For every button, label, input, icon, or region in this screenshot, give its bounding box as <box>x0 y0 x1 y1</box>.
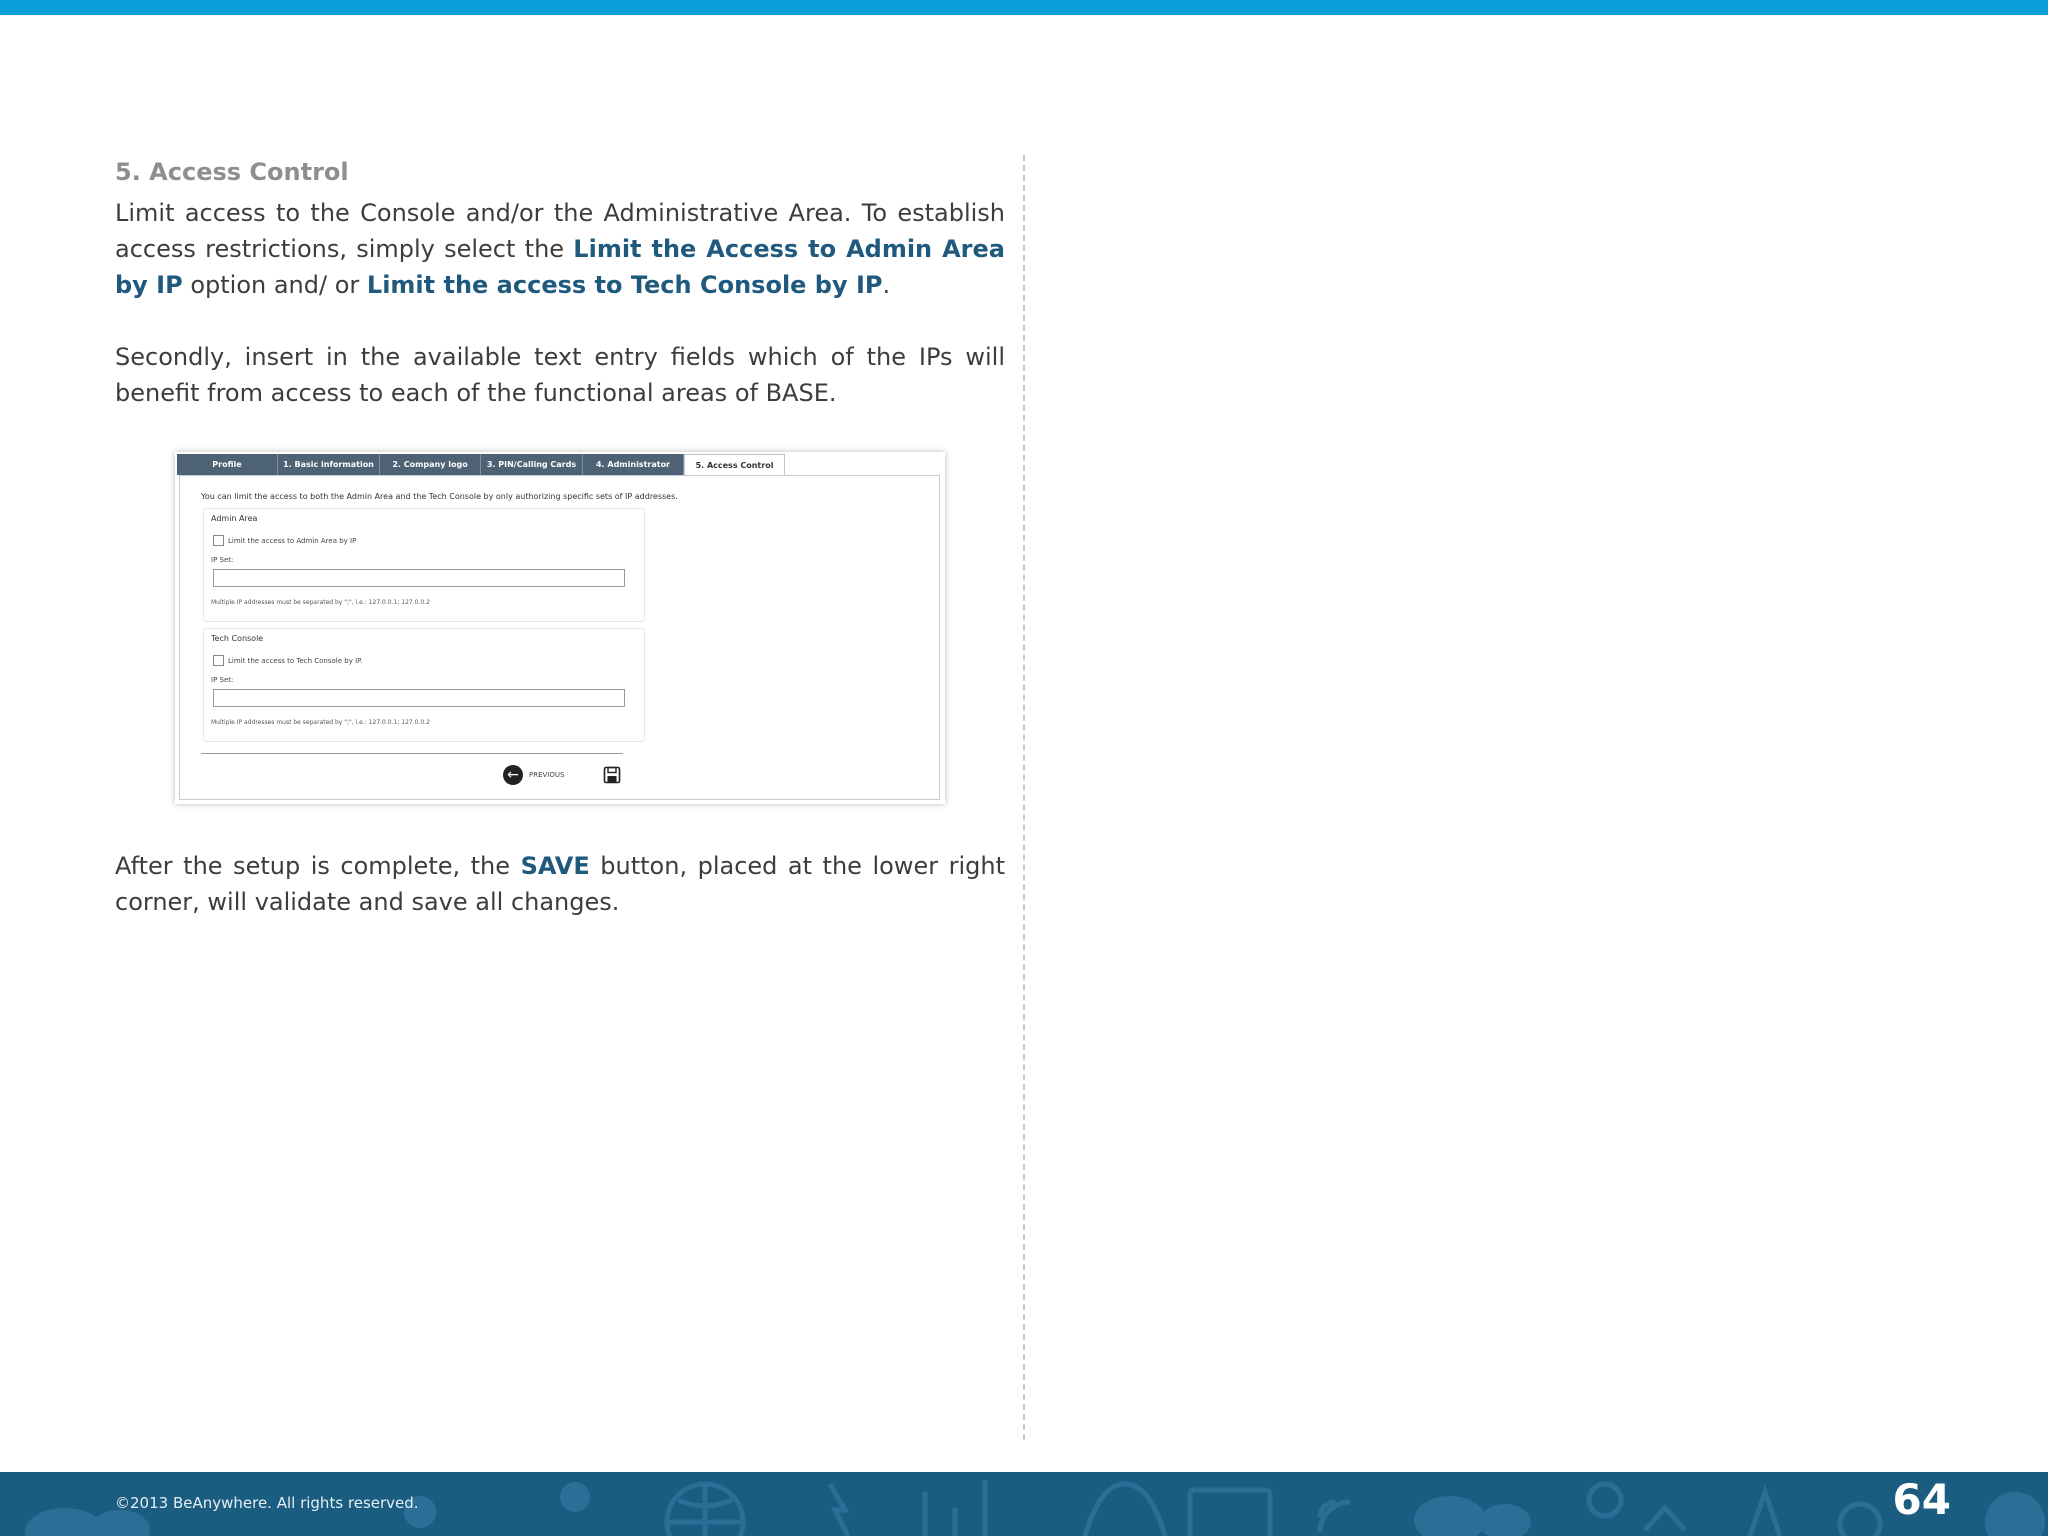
page-number: 64 <box>1892 1475 1951 1524</box>
save-icon[interactable] <box>603 766 621 784</box>
tab-profile[interactable]: Profile <box>177 454 278 475</box>
tech-limit-label: Limit the access to Tech Console by IP. <box>228 656 363 665</box>
section-title: 5. Access Control <box>115 158 349 186</box>
main-content <box>115 155 1005 411</box>
admin-area-title: Admin Area <box>211 514 258 523</box>
closing-content <box>115 848 1005 920</box>
tab-pin-calling-cards[interactable]: 3. PIN/Calling Cards <box>481 454 583 475</box>
previous-label: PREVIOUS <box>529 771 565 779</box>
admin-ip-set-label: IP Set: <box>211 556 234 564</box>
copyright-text: ©2013 BeAnywhere. All rights reserved. <box>115 1494 419 1512</box>
paragraph-intro <box>115 195 1005 303</box>
tab-basic-information[interactable]: 1. Basic information <box>278 454 380 475</box>
text-run: button, placed at the lower right corner, will validate and save all changes. <box>115 852 1005 916</box>
column-divider <box>1023 155 1025 1440</box>
paragraph-save <box>115 848 1005 920</box>
top-accent-bar <box>0 0 2048 15</box>
tab-administrator[interactable]: 4. Administrator <box>583 454 684 475</box>
paragraph-secondly: Secondly, insert in the available text entry fields which of the IPs will benefit from access to each of the functional areas of BASE. <box>115 343 1005 407</box>
text-run: Limit access to the Console and/or the Administrative Area. To establish access restrictions, simply select the <box>115 199 1005 263</box>
admin-limit-label: Limit the access to Admin Area by IP <box>228 536 357 545</box>
embedded-screenshot <box>175 452 945 804</box>
highlight-admin-option: Limit the Access to Admin Area by IP <box>115 235 1005 299</box>
admin-limit-checkbox-row[interactable] <box>213 535 356 546</box>
actions-divider <box>201 753 623 754</box>
text-run: . <box>882 271 891 299</box>
admin-ip-hint: Multiple IP addresses must be separated by ";", i.e.: 127.0.0.1; 127.0.0.2 <box>211 599 430 606</box>
access-intro-text: You can limit the access to both the Admin Area and the Tech Console by only authorizing specific sets of IP addresses. <box>201 492 678 501</box>
arrow-left-icon: ← <box>503 765 523 785</box>
tech-console-group <box>203 628 645 742</box>
admin-ip-set-input[interactable] <box>213 569 625 587</box>
tech-limit-checkbox-row[interactable] <box>213 655 363 666</box>
tech-limit-checkbox[interactable] <box>213 655 224 666</box>
admin-limit-checkbox[interactable] <box>213 535 224 546</box>
tech-console-title: Tech Console <box>211 634 264 643</box>
admin-area-group <box>203 508 645 622</box>
footer-bar <box>0 1472 2048 1536</box>
tab-access-control[interactable]: 5. Access Control <box>684 454 785 475</box>
tech-ip-set-input[interactable] <box>213 689 625 707</box>
tech-ip-set-label: IP Set: <box>211 676 234 684</box>
tech-ip-hint: Multiple IP addresses must be separated by ";", i.e.: 127.0.0.1; 127.0.0.2 <box>211 719 430 726</box>
previous-button[interactable] <box>503 765 564 785</box>
highlight-tech-option: Limit the access to Tech Console by IP <box>366 271 883 299</box>
text-run: option and/ or <box>182 271 367 299</box>
tab-company-logo[interactable]: 2. Company logo <box>380 454 481 475</box>
tab-strip <box>177 454 785 475</box>
text-run: After the setup is complete, the <box>115 852 521 880</box>
highlight-save: SAVE <box>520 852 590 880</box>
